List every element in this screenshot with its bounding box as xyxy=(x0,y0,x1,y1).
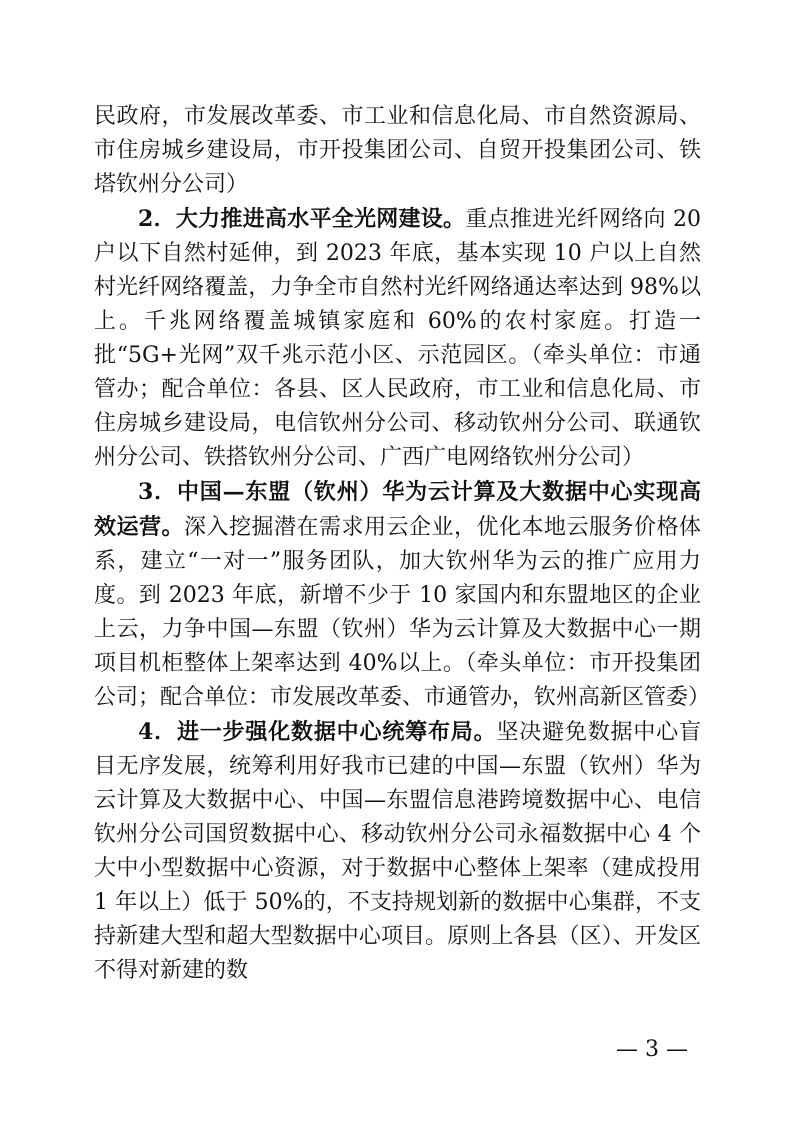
paragraph-4-body: 坚决避免数据中心盲目无序发展，统筹利用好我市已建的中国—东盟（钦州）华为云计算及大数据中心、中国—东盟信息港跨境数据中心、电信钦州分公司国贸数据中心、移动钦州分公司永福数据中心 4 个大中小型数据中心资源，对于数据中心整体上架率（建成投用 1 年以上）低于 50%的，不支持规划新的数据中心集群，不支持新建大型和超大型数据中心项目。原则上各县（区）、开发区不得对新建的数 xyxy=(94,720,701,983)
paragraph-4-heading: 4．进一步强化数据中心统筹布局。 xyxy=(138,719,497,745)
paragraph-2-heading: 2．大力推进高水平全光网建设。 xyxy=(138,206,466,232)
paragraph-2-body: 重点推进光纤网络向 20 户以下自然村延伸，到 2023 年底，基本实现 10 户以上自然村光纤网络覆盖，力争全市自然村光纤网络通达率达到 98%以上。千兆网络覆盖城镇家庭和 60%的农村家庭。打造一批“5G+光网”双千兆示范小区、示范园区。（牵头单位：市通管办；配合单位：各县、区人民政府，市工业和信息化局、市住房城乡建设局，电信钦州分公司、移动钦州分公司、联通钦州分公司、铁搭钦州分公司、广西广电网络钦州分公司） xyxy=(94,207,701,470)
paragraph-1-body: 民政府，市发展改革委、市工业和信息化局、市自然资源局、市住房城乡建设局，市开投集团公司、自贸开投集团公司、铁塔钦州分公司） xyxy=(94,104,701,197)
paragraph-4 xyxy=(94,715,701,988)
paragraph-2 xyxy=(94,202,701,475)
paragraph-3-body: 深入挖掘潜在需求用云企业，优化本地云服务价格体系，建立“一对一”服务团队，加大钦州华为云的推广应用力度。到 2023 年底，新增不少于 10 家国内和东盟地区的企业上云，力争中国—东盟（钦州）华为云计算及大数据中心一期项目机柜整体上架率达到 40%以上。（牵头单位：市开投集团公司；配合单位：市发展改革委、市通管办，钦州高新区管委） xyxy=(94,515,711,710)
body-text xyxy=(94,100,711,988)
paragraph-1 xyxy=(94,100,701,202)
paragraph-3-heading: 3．中国—东盟（钦州）华为云计算及大数据中心实现高效运营。 xyxy=(94,479,701,540)
page-number: — 3 — xyxy=(616,1037,688,1062)
paragraph-3 xyxy=(94,475,711,715)
